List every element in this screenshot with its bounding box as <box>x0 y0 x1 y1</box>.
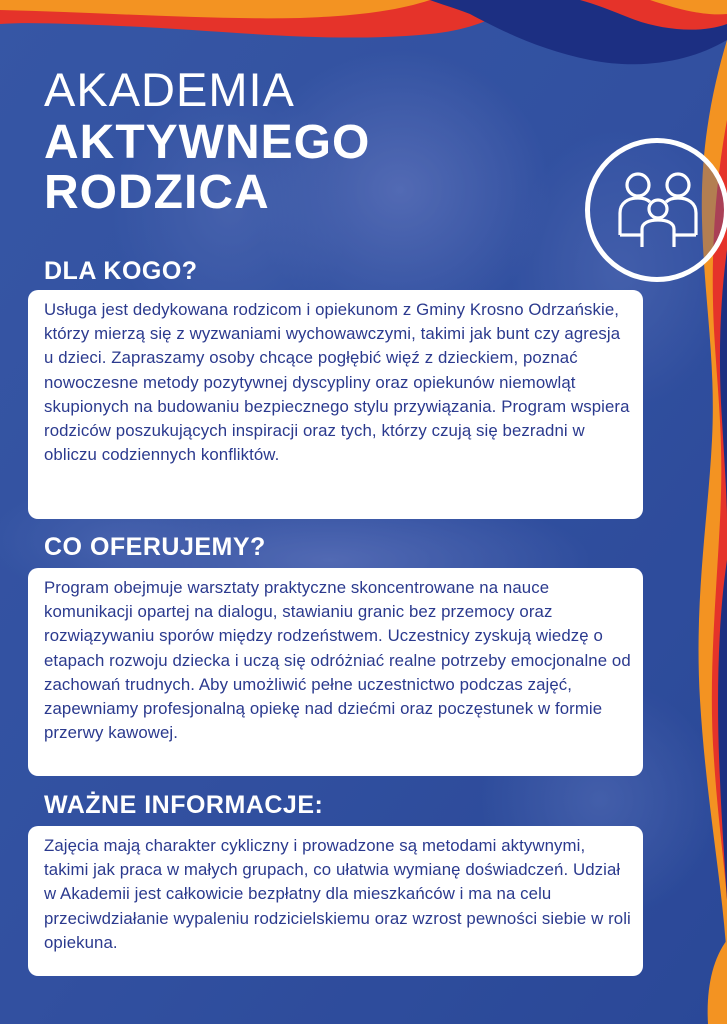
section-text-dla-kogo: Usługa jest dedykowana rodzicom i opiekunom z Gminy Krosno Odrzańskie, którzy mierzą się z wyzwaniami wychowawczymi, takimi jak bunt czy agresja u dzieci. Zapraszamy osoby chcące pogłębić więź z dzieckiem, poznać nowoczesne metody pozytywnej dyscypliny oraz opiekunów niemowląt skupionych na budowaniu bezpiecznego stylu przywiązania. Program wspiera rodziców poszukujących inspiracji oraz tych, którzy czują się bezradni w obliczu codziennych konfliktów. <box>44 300 630 465</box>
family-icon <box>612 163 704 255</box>
title-line-2: AKTYWNEGO <box>44 116 371 169</box>
section-heading-wazne-informacje: WAŻNE INFORMACJE: <box>44 791 324 819</box>
section-text-wazne-informacje: Zajęcia mają charakter cykliczny i prowadzone są metodami aktywnymi, takimi jak praca w małych grupach, co ułatwia wymianę doświadczeń. Udział w Akademii jest całkowicie bezpłatny dla mieszkańców i ma na celu przeciwdziałanie wypaleniu rodzicielskiemu oraz wzrost pewności siebie w roli opiekuna. <box>44 836 631 952</box>
family-icon-badge <box>585 138 727 282</box>
section-heading-dla-kogo: DLA KOGO? <box>44 257 198 285</box>
title-line-1: AKADEMIA <box>44 63 295 116</box>
section-heading-co-oferujemy: CO OFERUJEMY? <box>44 533 266 561</box>
section-text-co-oferujemy: Program obejmuje warsztaty praktyczne skoncentrowane na nauce komunikacji opartej na dialogu, stawianiu granic bez przemocy oraz rozwiązywaniu sporów między rodzeństwem. Uczestnicy zyskują wiedzę o etapach rozwoju dziecka i uczą się odróżniać realne potrzeby emocjonalne od zachowań trudnych. Aby umożliwić pełne uczestnictwo podczas zajęć, zapewniamy profesjonalną opiekę nad dziećmi oraz poczęstunek w formie przerwy kawowej. <box>44 578 631 743</box>
title-line-3: RODZICA <box>44 166 270 219</box>
section-card-dla-kogo <box>28 290 643 519</box>
section-card-wazne-informacje <box>28 826 643 976</box>
section-card-co-oferujemy <box>28 568 643 776</box>
